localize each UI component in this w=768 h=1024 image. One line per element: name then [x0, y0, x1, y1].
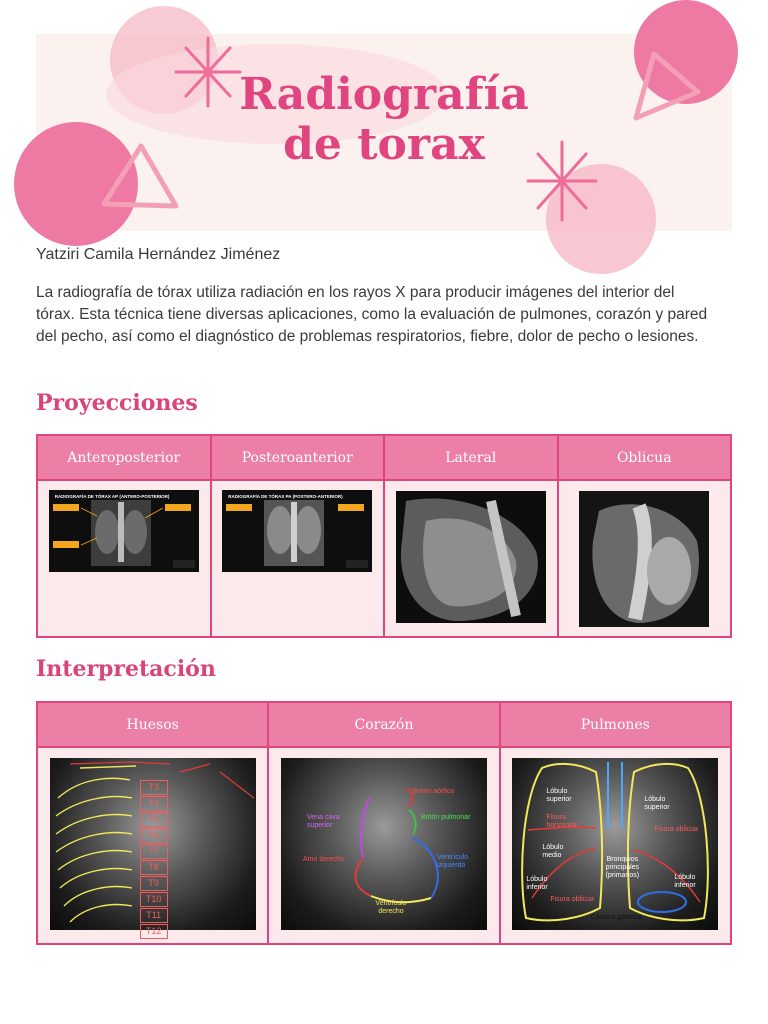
cell-anteroposterior	[37, 480, 211, 637]
table-row	[37, 480, 731, 637]
label-superior-vena-cava: Vena cava superior	[306, 814, 340, 829]
vertebra-label: T10	[140, 892, 168, 907]
vertebra-label: T12	[140, 924, 168, 939]
cell-oblicua	[558, 480, 732, 637]
table-header-row	[37, 702, 731, 747]
label-right-ventricle: Ventrículo derecho	[375, 900, 407, 915]
vertebra-label: T5	[140, 812, 168, 827]
column-header-lateral: Lateral	[384, 435, 558, 480]
label-oblique-fissure-left: Fisura oblicua	[654, 826, 698, 833]
oblique-xray-graphic	[579, 491, 709, 627]
title-line-1: Radiografía	[239, 69, 529, 120]
label-horizontal-fissure: Fisura horizontal	[546, 814, 577, 829]
label-left-ventricle: Ventrículo izquierdo	[436, 854, 469, 869]
vertebra-label: T9	[140, 876, 168, 891]
vertebra-label: T8	[140, 860, 168, 875]
label-aortic-knob: Botón aórtico	[412, 788, 455, 795]
table-row	[37, 747, 731, 944]
slide-ap-title: RADIOGRAFÍA DE TÓRAX AP (ANTERO-POSTERIOR)	[54, 494, 170, 499]
interpretation-table	[36, 701, 732, 945]
lateral-xray-graphic	[396, 491, 546, 623]
vertebra-label: T7	[140, 844, 168, 859]
cell-posteroanterior	[211, 480, 385, 637]
vertebra-label: T11	[140, 908, 168, 923]
vertebra-label: T4	[140, 796, 168, 811]
oblique-xray-image	[579, 491, 709, 627]
label-upper-lobe-left: Lóbulo superior	[644, 796, 670, 811]
pa-slide-graphic	[222, 490, 372, 572]
slide-pa-title: RADIOGRAFÍA DE TÓRAX PA (POSTERO-ANTERIOR)	[228, 494, 343, 499]
column-header-corazon: Corazón	[268, 702, 499, 747]
page-title	[36, 70, 732, 170]
column-header-pulmones: Pulmones	[500, 702, 731, 747]
ap-slide-graphic	[49, 490, 199, 572]
label-oblique-fissure-right: Fisura oblicua	[550, 896, 594, 903]
ap-xray-slide-image	[49, 490, 199, 572]
title-line-2: de torax	[283, 119, 485, 170]
column-header-huesos: Huesos	[37, 702, 268, 747]
label-gastric-chamber: Cámara gástrica	[590, 914, 642, 921]
label-lower-lobe-right: Lóbulo inferior	[526, 876, 548, 891]
label-lower-lobe-left: Lóbulo inferior	[674, 874, 696, 889]
lungs-xray-image	[512, 758, 718, 930]
vertebra-label: T6	[140, 828, 168, 843]
projections-table	[36, 434, 732, 638]
label-pulmonary-knob: Botón pulmonar	[420, 814, 471, 821]
cell-huesos	[37, 747, 268, 944]
label-right-atrium: Atrio derecho	[302, 856, 345, 863]
pa-xray-slide-image	[222, 490, 372, 572]
label-middle-lobe: Lóbulo medio	[542, 844, 564, 859]
bones-xray-image	[50, 758, 256, 936]
author-name: Yatziri Camila Hernández Jiménez	[36, 246, 281, 263]
label-upper-lobe-right: Lóbulo superior	[546, 788, 572, 803]
section-title-interpretacion: Interpretación	[36, 656, 216, 682]
cell-lateral	[384, 480, 558, 637]
vertebrae-labels	[140, 780, 168, 940]
cell-corazon	[268, 747, 499, 944]
cell-pulmones	[500, 747, 731, 944]
column-header-anteroposterior: Anteroposterior	[37, 435, 211, 480]
vertebra-label: T3	[140, 780, 168, 795]
section-title-proyecciones: Proyecciones	[36, 390, 198, 416]
heart-xray-image	[281, 758, 487, 930]
lateral-xray-image	[396, 491, 546, 623]
table-header-row	[37, 435, 731, 480]
intro-paragraph: La radiografía de tórax utiliza radiación en los rayos X para producir imágenes del interior del tórax. Esta técnica tiene diversas aplicaciones, como la evaluación de pulmones, corazón y pared del pecho, así como el diagnóstico de problemas respiratorios, fiebre, dolor de pecho o lesiones.	[36, 284, 708, 345]
column-header-posteroanterior: Posteroanterior	[211, 435, 385, 480]
column-header-oblicua: Oblicua	[558, 435, 732, 480]
title-banner	[36, 34, 732, 231]
label-bronchi: Bronquios principales (primarios)	[605, 856, 640, 879]
